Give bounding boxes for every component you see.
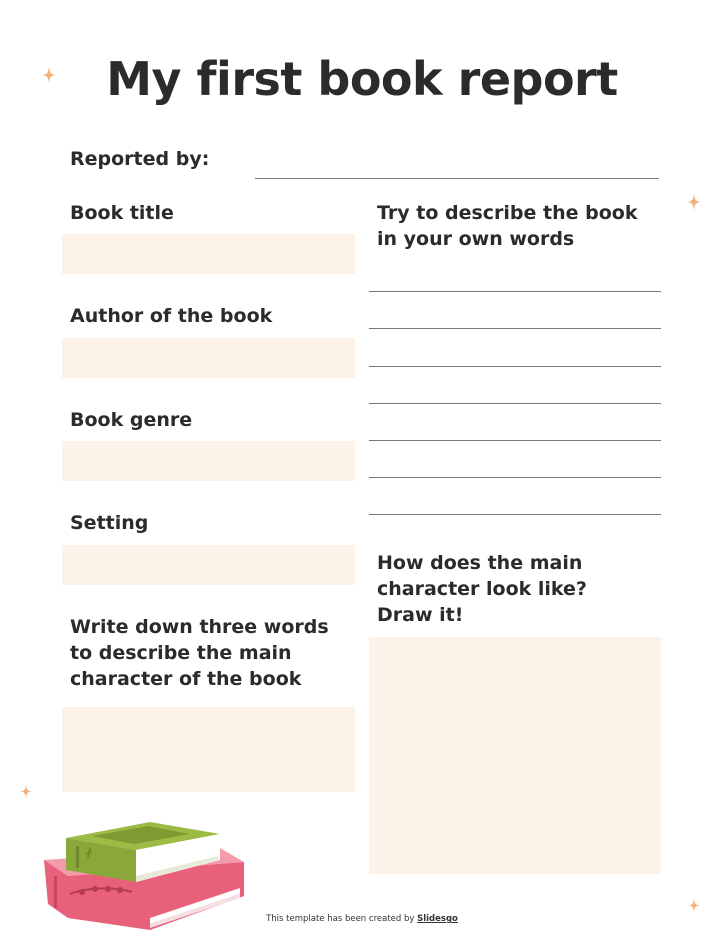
setting-label: Setting [70, 512, 149, 534]
footer-brand-link[interactable]: Slidesgo [417, 914, 458, 924]
writing-line[interactable] [369, 440, 661, 441]
describe-label [377, 200, 638, 252]
sparkle-icon [20, 784, 32, 799]
reported-by-label: Reported by: [70, 148, 210, 170]
page-title: My first book report [106, 52, 618, 106]
describe-line-2: in your own words [377, 228, 575, 250]
draw-line-1: How does the main [377, 552, 583, 574]
writing-line[interactable] [369, 291, 661, 292]
author-label: Author of the book [70, 305, 273, 327]
three-words-line-2: to describe the main [70, 642, 292, 664]
footer [0, 914, 724, 924]
draw-label [377, 550, 587, 628]
three-words-line-3: character of the book [70, 668, 302, 690]
three-words-line-1: Write down three words [70, 616, 329, 638]
reported-by-line[interactable] [255, 178, 659, 179]
sparkle-icon [687, 193, 701, 211]
three-words-field[interactable] [62, 707, 355, 792]
writing-line[interactable] [369, 328, 661, 329]
writing-line[interactable] [369, 477, 661, 478]
footer-text: This template has been created by [266, 914, 415, 924]
writing-line[interactable] [369, 514, 661, 515]
describe-line-1: Try to describe the book [377, 202, 638, 224]
three-words-label [70, 614, 329, 692]
draw-line-3: Draw it! [377, 604, 464, 626]
book-title-field[interactable] [62, 234, 355, 274]
draw-line-2: character look like? [377, 578, 587, 600]
genre-field[interactable] [62, 441, 355, 481]
drawing-area[interactable] [369, 637, 661, 874]
sparkle-icon [688, 898, 700, 913]
author-field[interactable] [62, 338, 355, 378]
genre-label: Book genre [70, 409, 193, 431]
setting-field[interactable] [62, 545, 355, 585]
book-title-label: Book title [70, 202, 174, 224]
writing-line[interactable] [369, 403, 661, 404]
writing-line[interactable] [369, 366, 661, 367]
